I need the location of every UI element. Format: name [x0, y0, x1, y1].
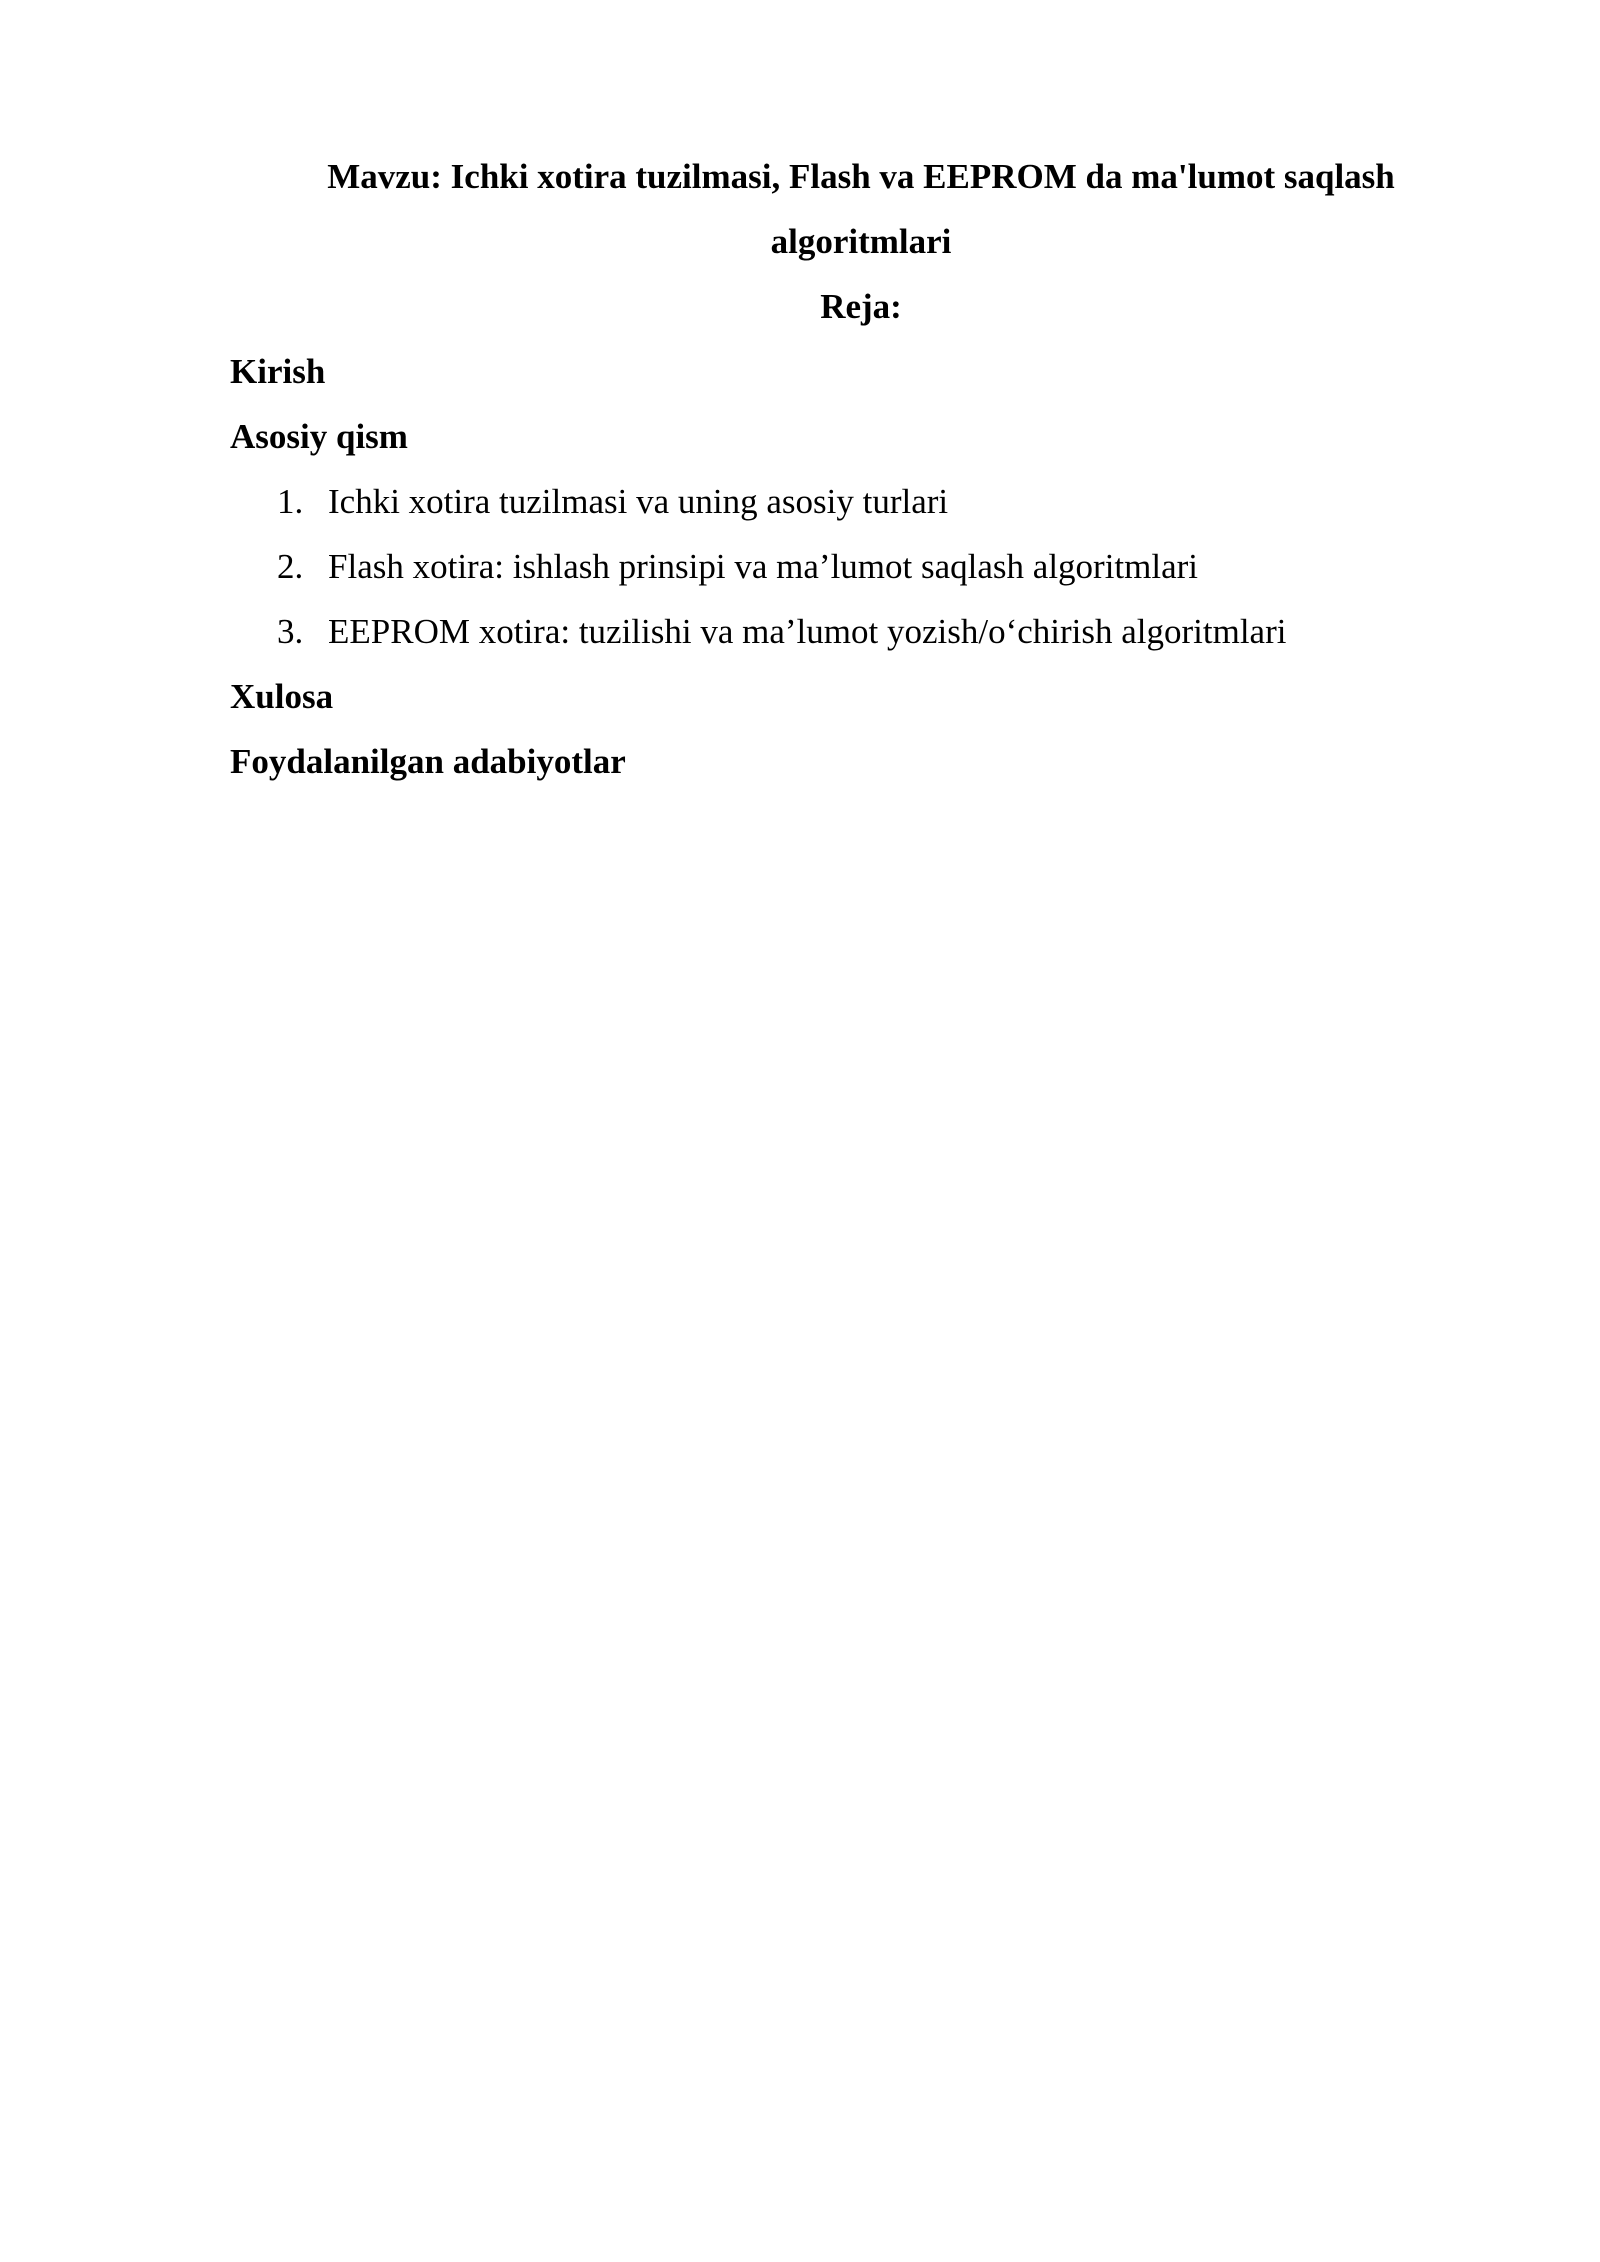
title-line-1: Mavzu: Ichki xotira tuzilmasi, Flash va EEPROM da ma'lumot saqlash: [327, 157, 1395, 196]
list-item: [230, 599, 1492, 664]
list-item-text: Flash xotira: ishlash prinsipi va ma’lumot saqlash algoritmlari: [328, 547, 1199, 586]
plan-list: [230, 469, 1492, 664]
list-item: [230, 469, 1492, 534]
section-references: Foydalanilgan adabiyotlar: [230, 742, 626, 781]
plan-heading: Reja:: [820, 287, 902, 326]
list-item-text: EEPROM xotira: tuzilishi va ma’lumot yozish/o‘chirish algoritmlari: [328, 612, 1287, 651]
section-conclusion: Xulosa: [230, 677, 334, 716]
list-item-number: 3.: [277, 612, 304, 651]
document-title: [230, 144, 1492, 274]
list-item-number: 2.: [277, 547, 304, 586]
list-item-number: 1.: [277, 482, 304, 521]
section-main-part: Asosiy qism: [230, 417, 408, 456]
list-item: [230, 534, 1492, 599]
list-item-text: Ichki xotira tuzilmasi va uning asosiy turlari: [328, 482, 949, 521]
section-intro: Kirish: [230, 352, 326, 391]
title-line-2: algoritmlari: [770, 222, 952, 261]
